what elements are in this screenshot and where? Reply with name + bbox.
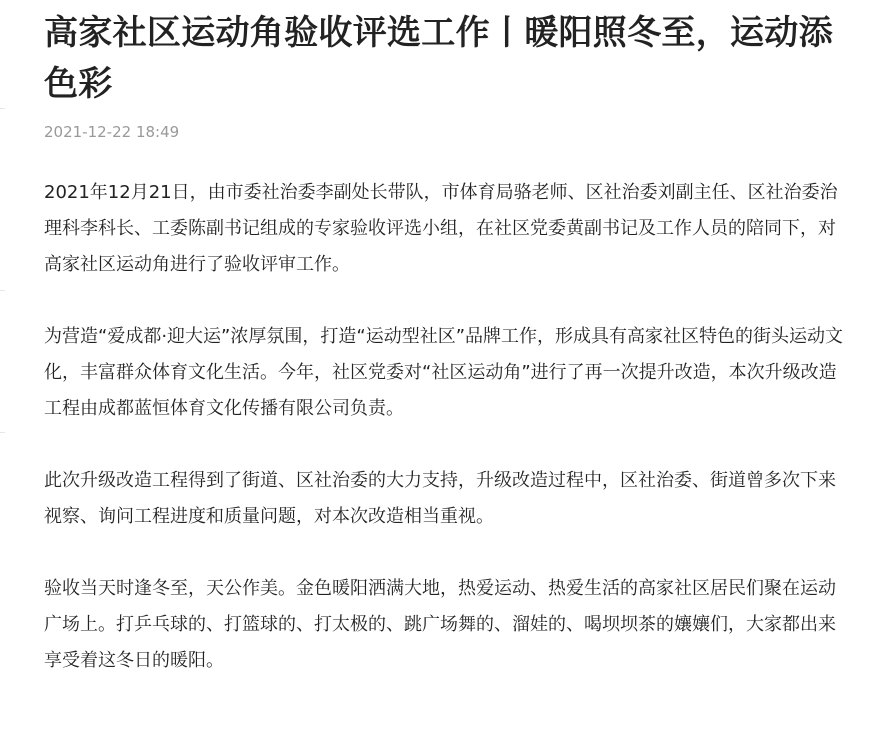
article-title: 高家社区运动角验收评选工作丨暖阳照冬至，运动添色彩 xyxy=(44,13,833,104)
publish-date: 2021-12-22 18:49 xyxy=(44,123,180,141)
article-paragraph: 2021年12月21日，由市委社治委李副处长带队，市体育局骆老师、区社治委刘副主任、区社治委治理科李科长、工委陈副书记组成的专家验收评选小组，在社区党委黄副书记及工作人员的陪同下，对高家社区运动角进行了验收评审工作。 xyxy=(44,182,838,275)
edge-divider xyxy=(0,108,5,109)
article-paragraph: 为营造“爱成都·迎大运”浓厚氛围，打造“运动型社区”品牌工作，形成具有高家社区特色的街头运动文化，丰富群众体育文化生活。今年，社区党委对“社区运动角”进行了再一次提升改造，本次升级改造工程由成都蓝恒体育文化传播有限公司负责。 xyxy=(44,326,844,419)
article xyxy=(44,0,850,679)
edge-divider xyxy=(0,432,5,433)
article-paragraph: 验收当天时逢冬至，天公作美。金色暖阳洒满大地，热爱运动、热爱生活的高家社区居民们聚在运动广场上。打乒乓球的、打篮球的、打太极的、跳广场舞的、溜娃的、喝坝坝茶的孃孃们，大家都出来享受着这冬日的暖阳。 xyxy=(44,578,836,671)
edge-divider xyxy=(0,290,5,291)
article-paragraph: 此次升级改造工程得到了街道、区社治委的大力支持，升级改造过程中，区社治委、街道曾多次下来视察、询问工程进度和质量问题，对本次改造相当重视。 xyxy=(44,470,836,527)
page-left-edge xyxy=(0,0,6,738)
